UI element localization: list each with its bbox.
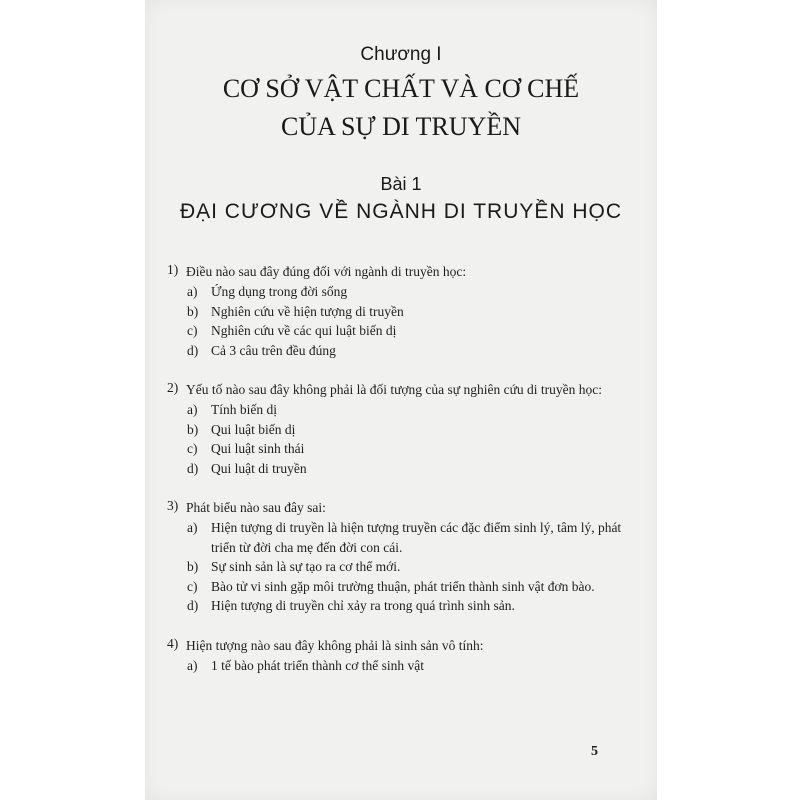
option-letter: d) xyxy=(187,460,199,476)
option-text: Qui luật di truyền xyxy=(211,460,307,476)
book-page xyxy=(145,0,657,800)
question-list xyxy=(167,262,647,695)
option-text: Bào tử vi sinh gặp môi trường thuận, phát triển thành sinh vật đơn bào. xyxy=(211,578,595,594)
option-letter: a) xyxy=(187,402,198,417)
question-text: Phát biểu nào sau đây sai: xyxy=(186,500,326,515)
option-b xyxy=(187,302,647,322)
option-text: Qui luật sinh thái xyxy=(211,441,305,456)
option-c xyxy=(187,439,647,459)
option-b xyxy=(187,557,647,577)
question-text: Yếu tố nào sau đây không phải là đối tượng của sự nghiên cứu di truyền học: xyxy=(186,382,603,397)
chapter-title-line-1: CƠ SỞ VẬT CHẤT VÀ CƠ CHẾ xyxy=(222,74,580,103)
option-letter: a) xyxy=(187,284,198,299)
question-text: Hiện tượng nào sau đây không phải là sinh sản vô tính: xyxy=(186,637,484,653)
option-list xyxy=(167,656,647,676)
option-a xyxy=(187,656,647,676)
option-text: Sự sinh sản là sự tạo ra cơ thể mới. xyxy=(211,559,401,574)
question-2 xyxy=(167,380,647,478)
option-d xyxy=(187,341,647,361)
chapter-title-line-2: CỦA SỰ DI TRUYỀN xyxy=(281,112,521,141)
option-text: Qui luật biến dị xyxy=(211,421,296,437)
question-3 xyxy=(167,498,647,616)
option-b xyxy=(187,420,647,440)
option-text: Cả 3 câu trên đều đúng xyxy=(211,342,336,358)
option-text: Hiện tượng di truyền chỉ xảy ra trong quá trình sinh sản. xyxy=(211,598,515,613)
option-letter: d) xyxy=(187,598,199,613)
option-c xyxy=(187,321,647,341)
lesson-title: ĐẠI CƯƠNG VỀ NGÀNH DI TRUYỀN HỌC xyxy=(179,200,623,223)
option-letter: c) xyxy=(187,323,198,338)
option-letter: c) xyxy=(187,578,198,594)
option-text: Hiện tượng di truyền là hiện tượng truyền các đặc điểm sinh lý, tâm lý, phát triển từ đời cha mẹ đến đời con cái. xyxy=(211,520,622,555)
option-d xyxy=(187,459,647,479)
chapter-label: Chương I xyxy=(360,44,442,65)
option-text: 1 tế bào phát triển thành cơ thể sinh vật xyxy=(211,657,424,673)
option-text: Nghiên cứu về các qui luật biến dị xyxy=(211,323,397,338)
option-a xyxy=(187,518,647,557)
chapter-title xyxy=(145,70,657,146)
question-text: Điều nào sau đây đúng đối với ngành di truyền học: xyxy=(186,264,467,279)
option-list xyxy=(167,518,647,616)
question-number: 1) xyxy=(167,262,179,277)
question-number: 4) xyxy=(167,635,179,651)
option-c xyxy=(187,577,647,597)
lesson-label: Bài 1 xyxy=(380,174,422,194)
option-letter: d) xyxy=(187,342,199,358)
option-letter: a) xyxy=(187,520,198,535)
option-a xyxy=(187,282,647,302)
option-text: Ứng dụng trong đời sống xyxy=(211,284,348,299)
option-letter: c) xyxy=(187,441,198,456)
option-letter: b) xyxy=(187,559,199,574)
question-number: 2) xyxy=(167,380,179,395)
option-text: Tính biến dị xyxy=(211,402,277,417)
option-letter: a) xyxy=(187,657,198,673)
option-list xyxy=(167,400,647,478)
option-list xyxy=(167,282,647,360)
option-letter: b) xyxy=(187,421,199,437)
question-4 xyxy=(167,636,647,676)
page-number: 5 xyxy=(591,744,598,759)
question-1 xyxy=(167,262,647,360)
option-letter: b) xyxy=(187,303,199,319)
option-text: Nghiên cứu về hiện tượng di truyền xyxy=(211,303,404,319)
option-a xyxy=(187,400,647,420)
question-number: 3) xyxy=(167,498,179,513)
option-d xyxy=(187,596,647,616)
